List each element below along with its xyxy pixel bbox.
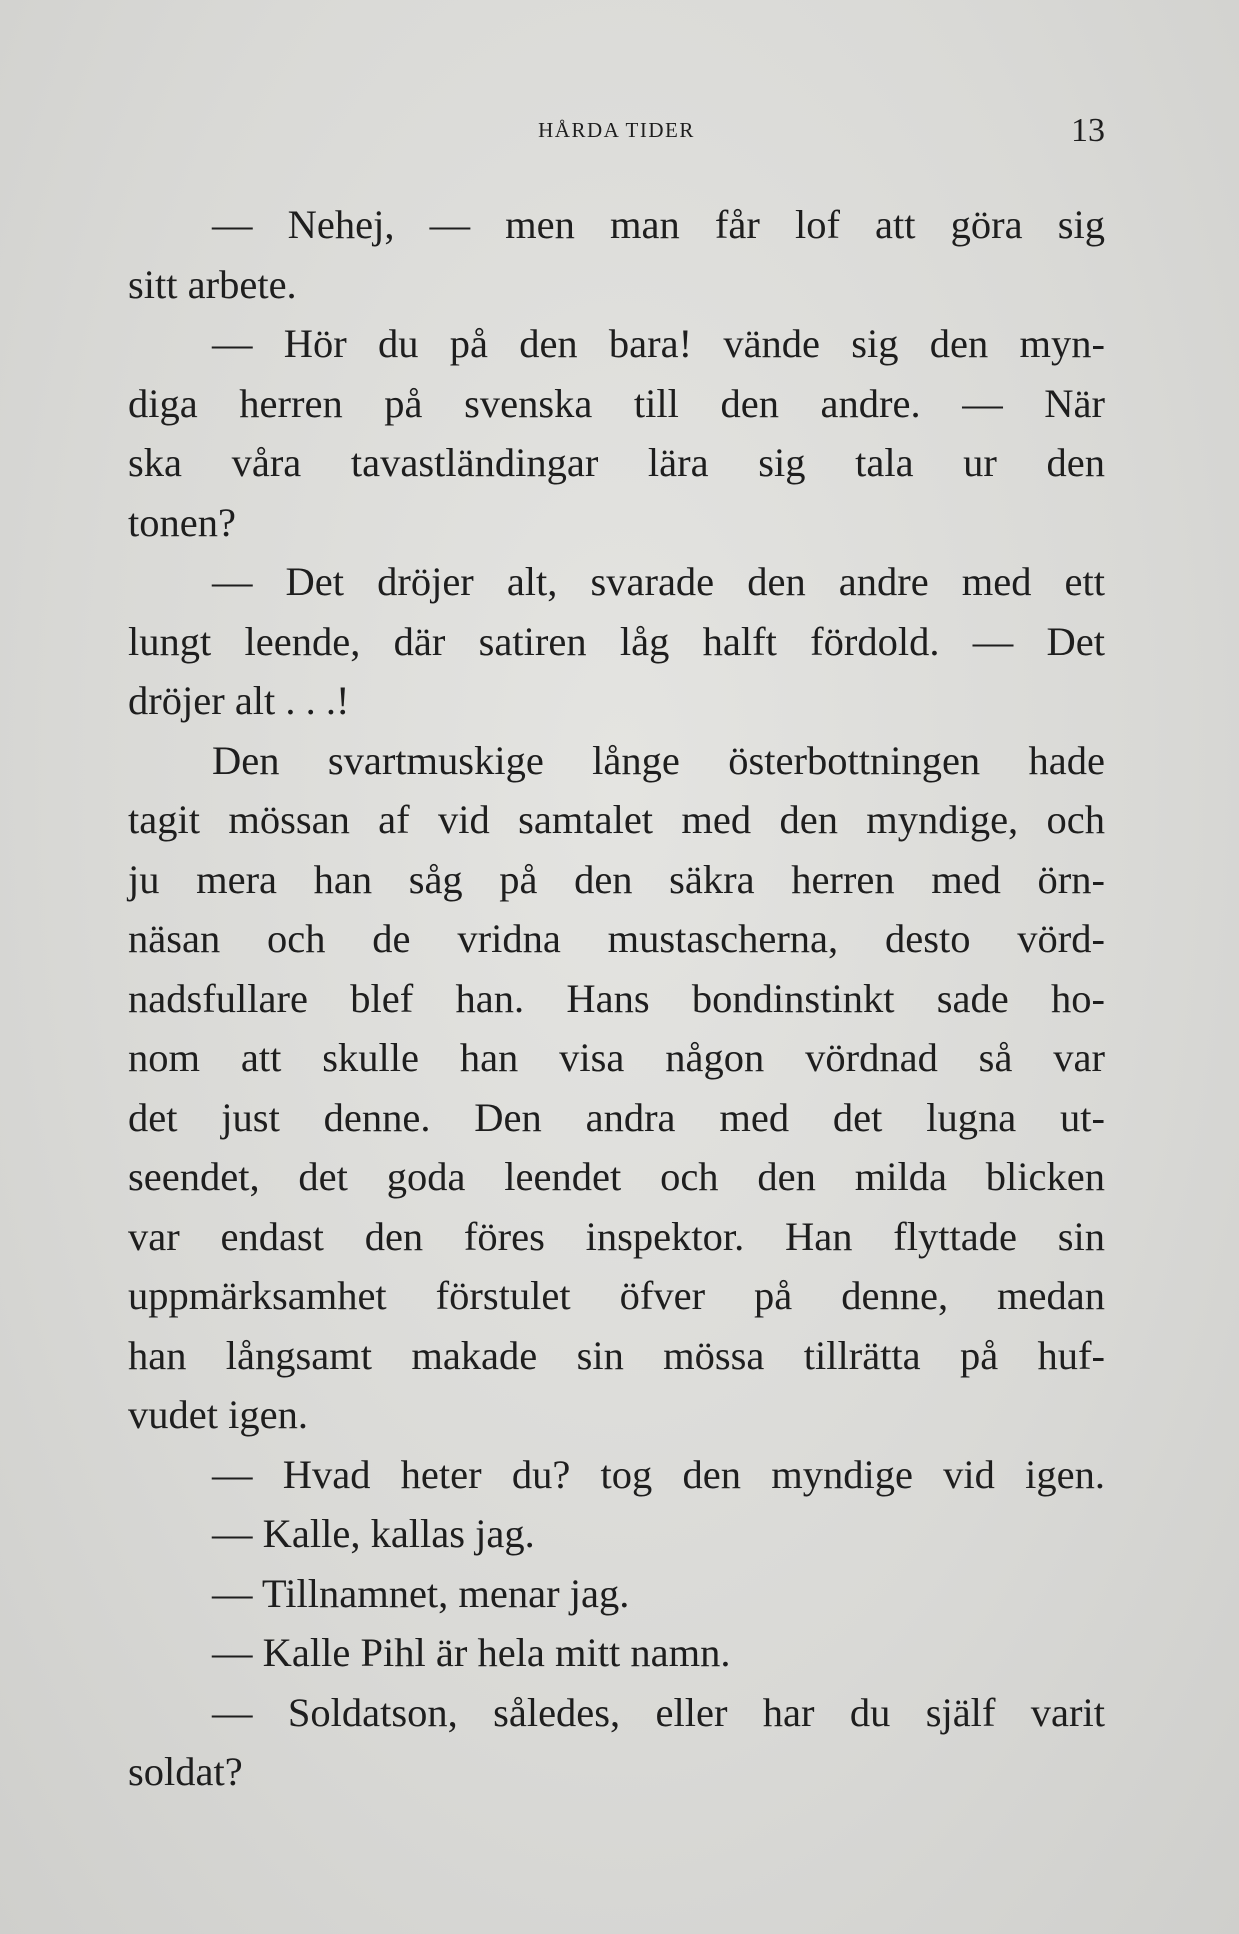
text-line: seendet, det goda leendet och den milda blicken: [128, 1154, 1105, 1199]
text-line: soldat?: [128, 1749, 243, 1794]
text-line: sitt arbete.: [128, 261, 297, 307]
text-line: han långsamt makade sin mössa tillrätta på huf-: [128, 1332, 1105, 1378]
text-line: — Nehej, — men man får lof att göra sig: [212, 202, 1105, 247]
text-line: nom att skulle han visa någon vördnad så var: [128, 1035, 1105, 1080]
running-title: HÅRDA TIDER: [538, 118, 695, 142]
text-line: näsan och de vridna mustascherna, desto vörd-: [128, 916, 1105, 961]
text-line: diga herren på svenska till den andre. — När: [128, 380, 1105, 426]
text-line: tonen?: [128, 499, 236, 545]
text-line: Den svartmuskige långe österbottningen hade: [212, 737, 1105, 783]
text-line: var endast den föres inspektor. Han flyttade sin: [128, 1213, 1105, 1259]
running-head: [128, 112, 1105, 152]
text-line: — Hör du på den bara! vände sig den myn-: [212, 321, 1105, 366]
text-line: — Kalle, kallas jag.: [212, 1511, 535, 1556]
text-line: — Det dröjer alt, svarade den andre med ett: [212, 559, 1105, 604]
text-line: uppmärksamhet förstulet öfver på denne, medan: [128, 1273, 1105, 1318]
text-line: vudet igen.: [128, 1392, 308, 1437]
text-line: dröjer alt . . .!: [128, 678, 350, 723]
text-line: det just denne. Den andra med det lugna ut-: [128, 1094, 1105, 1140]
text-line: — Kalle Pihl är hela mitt namn.: [212, 1630, 731, 1675]
text-line: lungt leende, där satiren låg halft fördold. — Det: [128, 618, 1105, 664]
text-line: — Hvad heter du? tog den myndige vid igen.: [212, 1451, 1105, 1497]
text-line: nadsfullare blef han. Hans bondinstinkt sade ho-: [128, 975, 1105, 1021]
text-line: ju mera han såg på den säkra herren med örn-: [128, 856, 1105, 902]
body-text: [128, 195, 1105, 1802]
text-line: ska våra tavastländingar lära sig tala ur den: [128, 440, 1105, 485]
text-line: tagit mössan af vid samtalet med den myndige, och: [128, 797, 1105, 842]
page-number: 13: [1071, 112, 1105, 149]
text-line: — Soldatson, således, eller har du själf varit: [212, 1689, 1105, 1735]
text-line: — Tillnamnet, menar jag.: [212, 1570, 630, 1616]
